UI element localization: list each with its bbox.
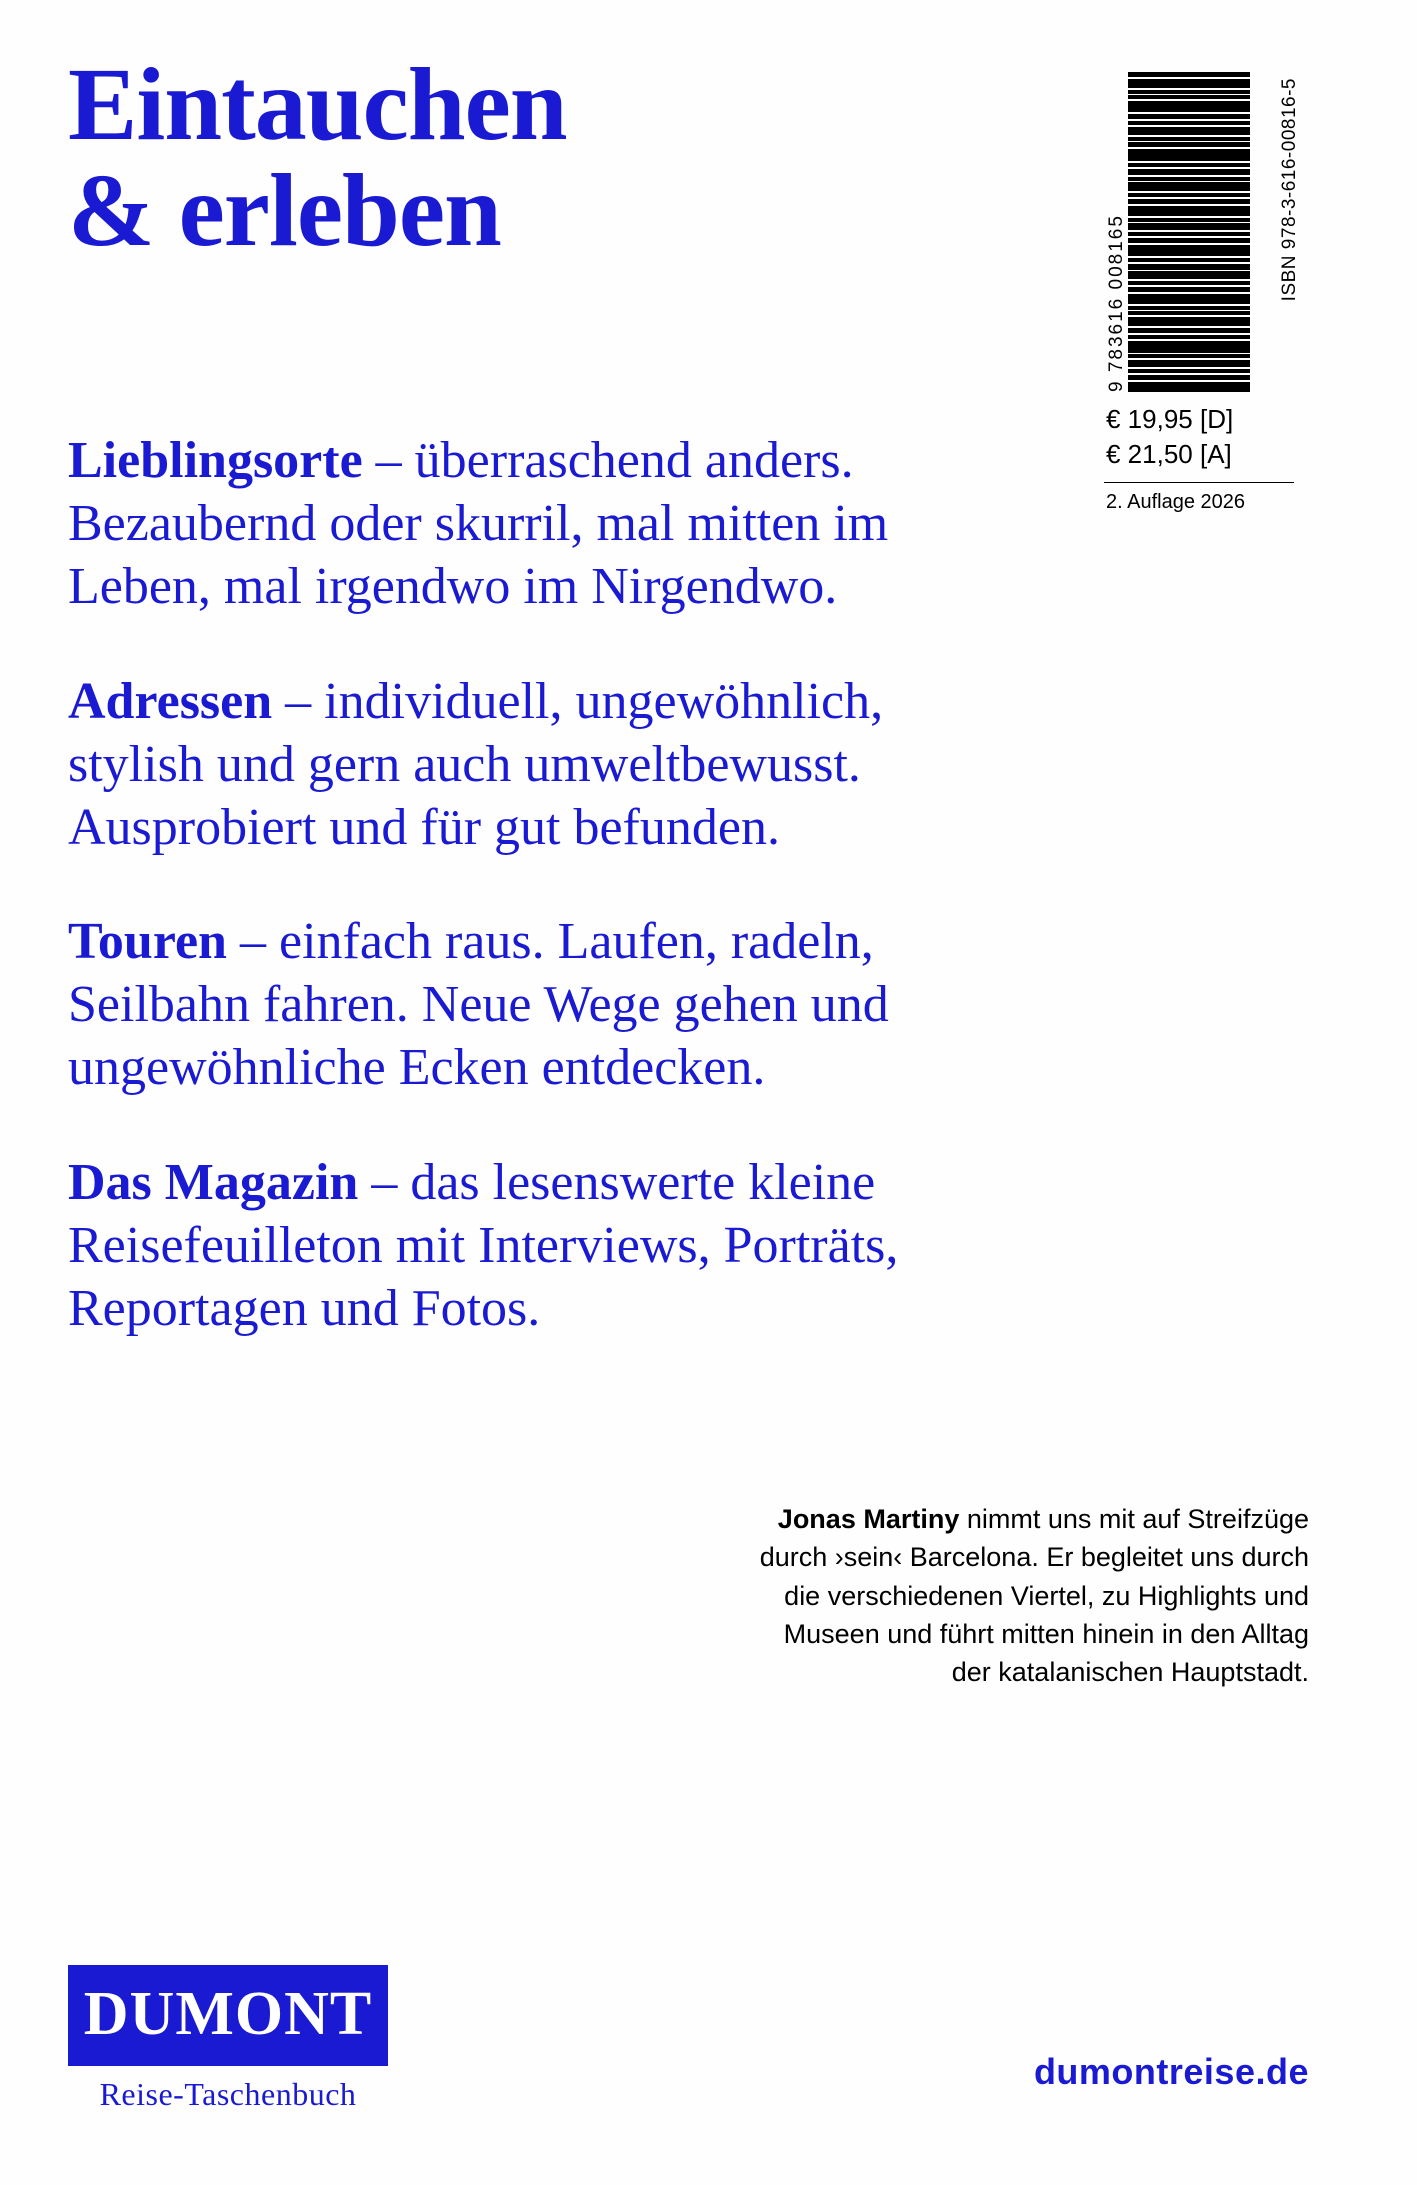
publisher-logo-text: DUMONT (68, 1965, 388, 2066)
feature-lead-touren: Touren (68, 913, 227, 971)
feature-list (68, 378, 998, 1381)
page-title (68, 47, 1048, 269)
feature-lead-adressen: Adressen (68, 672, 273, 730)
barcode-block (1104, 72, 1299, 514)
feature-text-magazin: – das lesenswerte kleine Reisefeuilleton mit Interviews, Porträts, Reportagen und Fotos. (68, 1154, 899, 1337)
publisher-logo (68, 1965, 418, 2113)
author-note (749, 1500, 1309, 1692)
feature-text-touren: – einfach raus. Laufen, radeln, Seilbahn fahren. Neue Wege gehen und ungewöhnliche Ecken entdecken. (68, 913, 889, 1097)
barcode-icon (1104, 72, 1299, 392)
barcode-bars (1128, 72, 1250, 392)
website-link[interactable]: dumontreise.de (1033, 2051, 1309, 2092)
author-name: Jonas Martiny (777, 1504, 960, 1534)
author-note-text: nimmt uns mit auf Streifzüge durch ›sein‹ Barcelona. Er begleitet uns durch die verschiedenen Viertel, zu Highlights und Museen und führt mitten hinein in den Alltag der katalanischen Hauptstadt. (759, 1504, 1309, 1688)
headline-line-1: Eintauchen (68, 47, 567, 162)
feature-item-magazin (68, 1152, 998, 1341)
feature-text-adressen: – individuell, ungewöhnlich, stylish und gern auch umweltbewusst. Ausprobiert und für gut befunden. (68, 672, 884, 856)
headline-line-2: & erleben (68, 153, 501, 269)
feature-lead-magazin: Das Magazin (68, 1154, 359, 1212)
isbn-label: ISBN 978-3-616-00816-5 (1279, 78, 1300, 302)
divider (1104, 482, 1294, 483)
feature-item-adressen (68, 671, 998, 860)
barcode-digits: 9 783616 008165 (1106, 214, 1127, 392)
feature-item-touren (68, 911, 998, 1100)
price-list (1104, 402, 1299, 472)
feature-item-lieblingsorte (68, 430, 998, 619)
price-austria: € 21,50 [A] (1106, 439, 1232, 470)
price-germany: € 19,95 [D] (1106, 404, 1234, 434)
feature-text-lieblingsorte: – überraschend anders. Bezaubernd oder skurril, mal mitten im Leben, mal irgendwo im Nirgendwo. (68, 432, 889, 615)
feature-lead-lieblingsorte: Lieblingsorte (68, 432, 363, 489)
series-label: Reise-Taschenbuch (99, 2076, 357, 2112)
edition-label: 2. Auflage 2026 (1106, 491, 1246, 514)
